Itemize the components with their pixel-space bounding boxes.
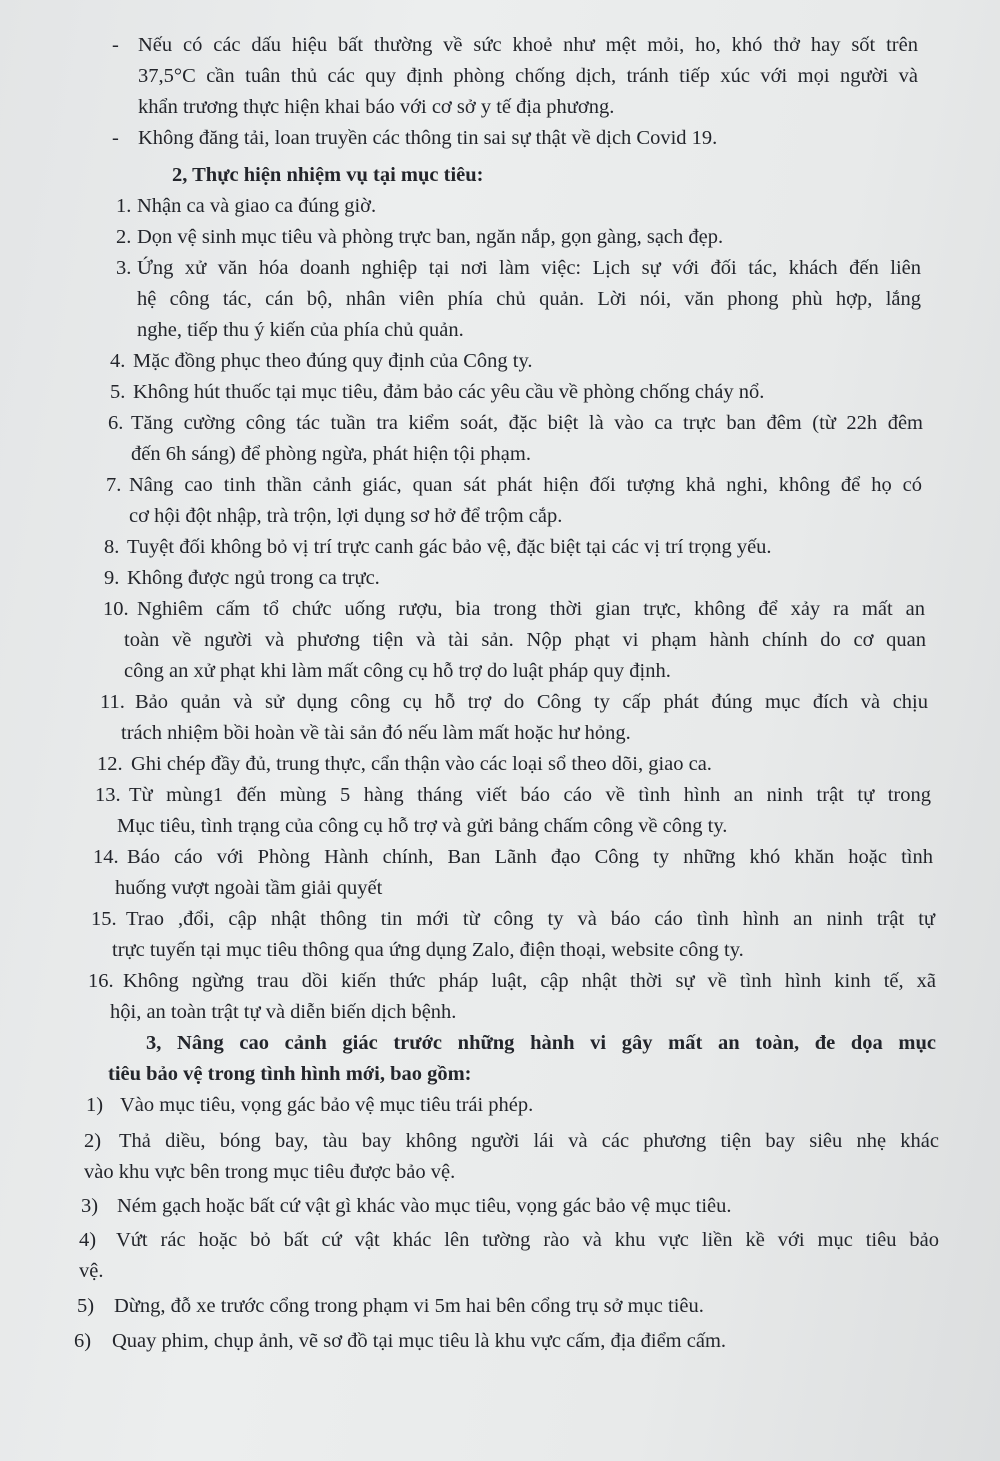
item-text: Không ngừng trau dồi kiến thức pháp luật, cập nhật thời sự về tình hình kinh tế, xã [123, 970, 936, 992]
item-text: Nghiêm cấm tổ chức uống rượu, bia trong thời gian trực, không để xảy ra mất an [137, 598, 925, 620]
item-number: 14. [93, 846, 119, 868]
list-item [0, 966, 1000, 997]
list-item-continuation [0, 439, 1000, 470]
item-number: 2) [84, 1130, 102, 1152]
item-number: 6. [108, 412, 124, 434]
bullet-continuation [0, 61, 1000, 92]
bullet-text: 37,5°C cần tuân thủ các quy định phòng chống dịch, tránh tiếp xúc với mọi người và [138, 65, 918, 87]
item-number: 16. [88, 970, 114, 992]
item-number: 1) [86, 1094, 104, 1116]
item-text: toàn về người và phương tiện và tài sản. Nộp phạt vi phạm hành chính do cơ quan [124, 629, 926, 651]
section-heading [0, 160, 1000, 191]
item-number: 13. [95, 784, 121, 806]
item-number: 5) [77, 1295, 95, 1317]
list-item [0, 408, 1000, 439]
list-item [0, 594, 1000, 625]
item-text: cơ hội đột nhập, trà trộn, lợi dụng sơ hở để trộm cắp. [129, 505, 563, 527]
list-item [0, 1090, 1000, 1121]
list-item-continuation [0, 625, 1000, 656]
bullet-dash: - [112, 127, 119, 149]
item-text: Vào mục tiêu, vọng gác bảo vệ mục tiêu trái phép. [120, 1094, 534, 1116]
item-text: trách nhiệm bồi hoàn về tài sản đó nếu làm mất hoặc hư hỏng. [121, 722, 631, 744]
section-heading-continuation [0, 1059, 1000, 1090]
item-text: công an xử phạt khi làm mất công cụ hỗ trợ do luật pháp quy định. [124, 660, 671, 682]
item-number: 11. [100, 691, 125, 713]
item-number: 1. [116, 195, 132, 217]
item-text: Bảo quản và sử dụng công cụ hỗ trợ do Công ty cấp phát đúng mục đích và chịu [135, 691, 928, 713]
item-text: Không được ngủ trong ca trực. [127, 567, 380, 589]
item-text: hệ công tác, cán bộ, nhân viên phía chủ quản. Lời nói, văn phong phù hợp, lắng [137, 288, 921, 310]
list-item-continuation [0, 935, 1000, 966]
list-item-continuation [0, 1256, 1000, 1287]
list-item [0, 780, 1000, 811]
item-number: 8. [104, 536, 120, 558]
item-text: Thả diều, bóng bay, tàu bay không người lái và các phương tiện bay siêu nhẹ khác [119, 1130, 939, 1152]
list-item-continuation [0, 284, 1000, 315]
bullet-dash: - [112, 34, 119, 56]
item-text: Nâng cao tinh thần cảnh giác, quan sát phát hiện đối tượng khả nghi, không để họ có [129, 474, 922, 496]
item-text: đến 6h sáng) để phòng ngừa, phát hiện tội phạm. [131, 443, 531, 465]
list-item-continuation [0, 997, 1000, 1028]
list-item [0, 842, 1000, 873]
bullet-text: Nếu có các dấu hiệu bất thường về sức khoẻ như mệt mỏi, ho, khó thở hay sốt trên [138, 34, 918, 56]
item-text: Dọn vệ sinh mục tiêu và phòng trực ban, ngăn nắp, gọn gàng, sạch đẹp. [137, 226, 724, 248]
item-text: Mục tiêu, tình trạng của công cụ hỗ trợ và gửi bảng chấm công về công ty. [117, 815, 728, 837]
item-number: 12. [97, 753, 123, 775]
list-item-continuation [0, 873, 1000, 904]
item-text: nghe, tiếp thu ý kiến của phía chủ quản. [137, 319, 464, 341]
item-text: Dừng, đỗ xe trước cổng trong phạm vi 5m hai bên cổng trụ sở mục tiêu. [114, 1295, 704, 1317]
list-item-continuation [0, 315, 1000, 346]
bullet-text: khẩn trương thực hiện khai báo với cơ sở y tế địa phương. [138, 96, 615, 118]
list-item [0, 904, 1000, 935]
numbered-list [0, 191, 1000, 1028]
item-text: Từ mùng1 đến mùng 5 hàng tháng viết báo cáo về tình hình an ninh trật tự trong [129, 784, 931, 806]
list-item [0, 749, 1000, 780]
list-item-continuation [0, 811, 1000, 842]
list-item-continuation [0, 718, 1000, 749]
list-item [0, 470, 1000, 501]
item-number: 2. [116, 226, 132, 248]
list-item [0, 1126, 1000, 1157]
behavior-list [0, 1090, 1000, 1357]
item-number: 4) [79, 1229, 97, 1251]
item-text: Ghi chép đầy đủ, trung thực, cẩn thận vào các loại sổ theo dõi, giao ca. [131, 753, 712, 775]
list-item [0, 222, 1000, 253]
list-item [0, 1191, 1000, 1222]
list-item [0, 532, 1000, 563]
item-number: 4. [110, 350, 126, 372]
item-number: 10. [103, 598, 129, 620]
section-heading [0, 1028, 1000, 1059]
list-item [0, 563, 1000, 594]
bullet-list [0, 30, 1000, 154]
list-item-continuation [0, 1157, 1000, 1188]
item-text: Quay phim, chụp ảnh, vẽ sơ đồ tại mục tiêu là khu vực cấm, địa điểm cấm. [112, 1330, 727, 1352]
item-number: 15. [91, 908, 117, 930]
list-item-continuation [0, 501, 1000, 532]
list-item [0, 191, 1000, 222]
item-number: 3. [116, 257, 132, 279]
list-item [0, 1291, 1000, 1322]
list-item [0, 687, 1000, 718]
item-text: Trao ,đổi, cập nhật thông tin mới từ công ty và báo cáo tình hình an ninh trật tự [126, 908, 935, 930]
bullet-continuation [0, 92, 1000, 123]
item-number: 7. [106, 474, 122, 496]
item-text: Tuyệt đối không bỏ vị trí trực canh gác bảo vệ, đặc biệt tại các vị trí trọng yếu. [127, 536, 772, 558]
item-number: 5. [110, 381, 126, 403]
item-text: hội, an toàn trật tự và diễn biến dịch bệnh. [110, 1001, 457, 1023]
section-heading-text: 2, Thực hiện nhiệm vụ tại mục tiêu: [172, 164, 484, 186]
item-text: Ứng xử văn hóa doanh nghiệp tại nơi làm việc: Lịch sự với đối tác, khách đến liên [137, 257, 921, 279]
item-text: huống vượt ngoài tầm giải quyết [115, 877, 383, 899]
section-heading-text: 3, Nâng cao cảnh giác trước những hành vi gây mất an toàn, đe dọa mục [146, 1032, 936, 1054]
list-item [0, 346, 1000, 377]
item-text: Không hút thuốc tại mục tiêu, đảm bảo các yêu cầu về phòng chống cháy nổ. [133, 381, 765, 403]
item-text: Vứt rác hoặc bỏ bất cứ vật khác lên tường rào và khu vực liền kề với mục tiêu bảo [116, 1229, 939, 1251]
list-item [0, 253, 1000, 284]
item-text: Ném gạch hoặc bất cứ vật gì khác vào mục tiêu, vọng gác bảo vệ mục tiêu. [117, 1195, 732, 1217]
bullet-item [0, 30, 1000, 61]
item-text: Báo cáo với Phòng Hành chính, Ban Lãnh đạo Công ty những khó khăn hoặc tình [127, 846, 933, 868]
section-heading-text: tiêu bảo vệ trong tình hình mới, bao gồm: [108, 1063, 472, 1085]
item-number: 6) [74, 1330, 92, 1352]
item-text: trực tuyến tại mục tiêu thông qua ứng dụng Zalo, điện thoại, website công ty. [112, 939, 744, 961]
list-item-continuation [0, 656, 1000, 687]
bullet-item [0, 123, 1000, 154]
item-text: Nhận ca và giao ca đúng giờ. [137, 195, 377, 217]
list-item [0, 1326, 1000, 1357]
bullet-text: Không đăng tải, loan truyền các thông tin sai sự thật về dịch Covid 19. [138, 127, 718, 149]
item-number: 3) [81, 1195, 99, 1217]
item-text: Tăng cường công tác tuần tra kiểm soát, đặc biệt là vào ca trực ban đêm (từ 22h đêm [131, 412, 923, 434]
item-text: vào khu vực bên trong mục tiêu được bảo vệ. [84, 1161, 456, 1183]
item-text: vệ. [79, 1260, 104, 1282]
item-text: Mặc đồng phục theo đúng quy định của Công ty. [133, 350, 533, 372]
item-number: 9. [104, 567, 120, 589]
list-item [0, 377, 1000, 408]
list-item [0, 1225, 1000, 1256]
